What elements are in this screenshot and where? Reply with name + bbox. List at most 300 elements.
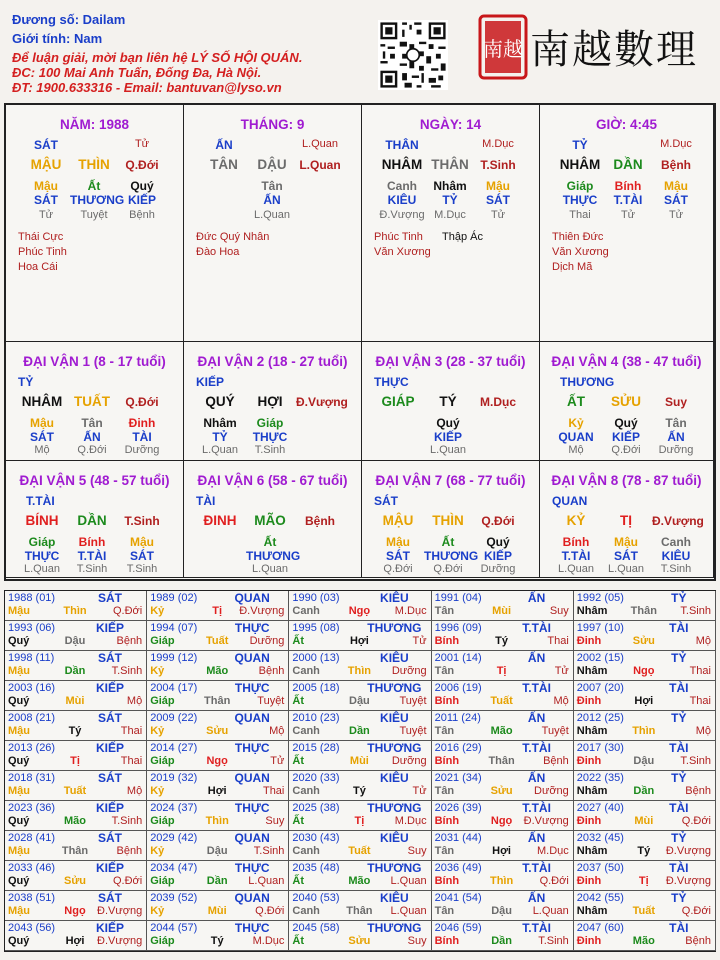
year-truong-sinh: Tuyệt bbox=[399, 695, 427, 707]
year-cell bbox=[289, 891, 431, 921]
year-chi: Sửu bbox=[632, 635, 655, 647]
pillar-thapthan-note: M.Dục bbox=[660, 138, 692, 150]
year-label: 2019 (32) bbox=[150, 772, 198, 784]
year-label: 1992 (05) bbox=[576, 592, 624, 604]
year-can: Ất bbox=[292, 935, 304, 947]
than-sat-star: Thiên Đức bbox=[552, 231, 604, 243]
year-label: 1994 (07) bbox=[150, 622, 198, 634]
year-cell bbox=[5, 891, 147, 921]
year-truong-sinh: L.Quan bbox=[390, 905, 427, 917]
year-cell bbox=[5, 921, 147, 951]
dai-van-can: BÍNH bbox=[25, 513, 59, 528]
year-truong-sinh: T.Sinh bbox=[111, 665, 143, 677]
year-cell bbox=[147, 591, 289, 621]
than-sat-star: Hoa Cái bbox=[18, 261, 58, 273]
seal-text: 南越 bbox=[483, 37, 523, 61]
year-can: Tân bbox=[434, 845, 455, 857]
year-label: 2024 (37) bbox=[150, 802, 198, 814]
year-thapthan: ẤN bbox=[527, 831, 546, 845]
pillar-can: TÂN bbox=[210, 157, 238, 172]
year-thapthan: TÀI bbox=[669, 621, 689, 635]
year-truong-sinh: Tuyệt bbox=[541, 725, 569, 737]
year-chi: Tị bbox=[70, 755, 80, 767]
hidden-can: Bính bbox=[78, 535, 106, 549]
year-truong-sinh: L.Quan bbox=[532, 905, 569, 917]
year-label: 2004 (17) bbox=[150, 682, 198, 694]
year-chi: Mão bbox=[632, 935, 655, 947]
year-label: 2007 (20) bbox=[576, 682, 624, 694]
year-label: 1998 (11) bbox=[8, 652, 55, 664]
year-cell bbox=[147, 621, 289, 651]
hidden-thapthan: THƯƠNG bbox=[70, 193, 125, 207]
year-thapthan: TÀI bbox=[669, 861, 689, 875]
year-label: 2000 (13) bbox=[292, 652, 340, 664]
hidden-thapthan: KIÊU bbox=[661, 549, 691, 563]
year-label: 2031 (44) bbox=[434, 832, 482, 844]
dai-van-thapthan: T.TÀI bbox=[26, 494, 55, 508]
year-label: 2001 (14) bbox=[434, 652, 482, 664]
year-thapthan: THƯƠNG bbox=[367, 681, 422, 695]
year-cell bbox=[289, 801, 431, 831]
year-truong-sinh: Tử bbox=[270, 755, 285, 767]
year-thapthan: TÀI bbox=[669, 681, 689, 695]
hidden-can: Tân bbox=[665, 416, 687, 430]
year-cell bbox=[574, 921, 716, 951]
hidden-truong-sinh: Dưỡng bbox=[124, 444, 160, 456]
hidden-thapthan: THƯƠNG bbox=[424, 549, 479, 563]
year-thapthan: SÁT bbox=[98, 831, 122, 845]
qr-code-icon bbox=[378, 20, 448, 90]
year-thapthan: ẤN bbox=[527, 591, 546, 605]
year-thapthan: QUAN bbox=[234, 831, 270, 845]
year-cell bbox=[432, 801, 574, 831]
year-chi: Dần bbox=[633, 785, 655, 797]
hidden-truong-sinh: Q.Đới bbox=[611, 444, 641, 456]
owner-value: Dailam bbox=[82, 12, 126, 27]
year-chi: Ngọ bbox=[348, 605, 371, 617]
year-label: 2041 (54) bbox=[434, 892, 482, 904]
year-thapthan: ẤN bbox=[527, 891, 546, 905]
year-thapthan: KIẾP bbox=[95, 801, 124, 815]
hidden-truong-sinh: T.Sinh bbox=[660, 563, 692, 575]
year-chi: Dần bbox=[206, 875, 228, 887]
dai-van-title: ĐẠI VẬN 1 (8 - 17 tuổi) bbox=[23, 354, 166, 369]
year-can: Canh bbox=[292, 665, 320, 677]
dai-van-title: ĐẠI VẬN 3 (28 - 37 tuổi) bbox=[375, 354, 526, 369]
dai-van-cell bbox=[362, 461, 540, 578]
than-sat-star: Thập Ác bbox=[442, 231, 483, 243]
hidden-can: Giáp bbox=[28, 535, 56, 549]
year-label: 1989 (02) bbox=[150, 592, 198, 604]
year-chi: Thân bbox=[630, 605, 657, 617]
year-label: 2002 (15) bbox=[576, 652, 624, 664]
year-truong-sinh: Đ.Vượng bbox=[97, 905, 143, 917]
than-sat-star: Đức Quý Nhân bbox=[196, 231, 270, 243]
hidden-thapthan: THỰC bbox=[562, 193, 598, 207]
year-label: 2011 (24) bbox=[434, 712, 481, 724]
year-truong-sinh: L.Quan bbox=[390, 875, 427, 887]
year-thapthan: QUAN bbox=[234, 591, 270, 605]
dai-van-chi: TỊ bbox=[620, 513, 632, 528]
hidden-can: Mậu bbox=[30, 416, 54, 430]
year-chi: Sửu bbox=[348, 935, 371, 947]
dai-van-truong-sinh: Đ.Vượng bbox=[652, 514, 704, 528]
pillar-chi: DẦN bbox=[613, 157, 643, 172]
hidden-thapthan: T.TÀI bbox=[613, 193, 643, 207]
dai-van-chi: HỢI bbox=[257, 394, 283, 409]
year-cell bbox=[289, 681, 431, 711]
year-truong-sinh: Tuyệt bbox=[399, 725, 427, 737]
year-truong-sinh: M.Dục bbox=[537, 845, 569, 857]
dai-van-truong-sinh: Q.Đới bbox=[481, 514, 515, 528]
year-thapthan: QUAN bbox=[234, 651, 270, 665]
hidden-thapthan: ẤN bbox=[83, 430, 101, 444]
year-cell bbox=[574, 801, 716, 831]
year-can: Đinh bbox=[576, 875, 602, 887]
year-cell bbox=[147, 771, 289, 801]
year-label: 2033 (46) bbox=[8, 862, 56, 874]
year-can: Quý bbox=[8, 755, 30, 767]
hidden-truong-sinh: Dưỡng bbox=[480, 563, 516, 575]
dai-van-title: ĐẠI VẬN 4 (38 - 47 tuổi) bbox=[551, 354, 702, 369]
year-label: 2042 (55) bbox=[576, 892, 624, 904]
dai-van-cell bbox=[540, 461, 714, 578]
hidden-can: Ất bbox=[441, 535, 455, 549]
dai-van-title: ĐẠI VẬN 2 (18 - 27 tuổi) bbox=[197, 354, 348, 369]
pillar-can: NHÂM bbox=[381, 157, 423, 172]
hidden-truong-sinh: Đ.Vượng bbox=[379, 209, 425, 221]
dai-van-chi: SỬU bbox=[611, 394, 641, 409]
year-cell bbox=[574, 891, 716, 921]
hidden-can: Quý bbox=[436, 416, 460, 430]
year-label: 2013 (26) bbox=[8, 742, 56, 754]
hidden-can: Tân bbox=[261, 179, 283, 193]
hidden-can: Tân bbox=[81, 416, 103, 430]
hidden-truong-sinh: L.Quan bbox=[253, 209, 291, 221]
year-truong-sinh: Bệnh bbox=[685, 935, 711, 947]
pillar-can: NHÂM bbox=[559, 157, 601, 172]
year-thapthan: QUAN bbox=[234, 711, 270, 725]
year-truong-sinh: Suy bbox=[407, 935, 427, 947]
pillar-cell bbox=[362, 105, 540, 342]
dai-van-can: QUÝ bbox=[205, 394, 235, 409]
year-chi: Ngọ bbox=[633, 665, 655, 677]
year-truong-sinh: T.Sinh bbox=[538, 935, 569, 947]
year-cell bbox=[574, 591, 716, 621]
year-label: 1991 (04) bbox=[434, 592, 482, 604]
year-thapthan: KIÊU bbox=[380, 891, 409, 905]
year-cell bbox=[432, 651, 574, 681]
hidden-truong-sinh: L.Quan bbox=[429, 444, 467, 456]
year-truong-sinh: Dưỡng bbox=[534, 785, 569, 797]
hidden-thapthan: KIẾP bbox=[611, 430, 640, 444]
year-truong-sinh: Dưỡng bbox=[249, 635, 285, 647]
pillar-truong-sinh: T.Sinh bbox=[480, 158, 516, 172]
dai-van-thapthan: TÀI bbox=[196, 494, 216, 508]
hidden-can: Đinh bbox=[128, 416, 156, 430]
year-chi: Sửu bbox=[490, 785, 513, 797]
dai-van-can: GIÁP bbox=[381, 394, 415, 409]
pillar-title: NĂM: 1988 bbox=[59, 117, 130, 132]
year-thapthan: THỰC bbox=[234, 861, 270, 875]
year-cell bbox=[574, 771, 716, 801]
year-cell bbox=[432, 591, 574, 621]
year-can: Nhâm bbox=[576, 785, 608, 797]
year-truong-sinh: T.Sinh bbox=[680, 755, 711, 767]
year-truong-sinh: Suy bbox=[407, 845, 427, 857]
hidden-thapthan: SÁT bbox=[30, 430, 54, 444]
hidden-truong-sinh: Q.Đới bbox=[383, 563, 413, 575]
dai-van-cell bbox=[6, 342, 184, 461]
year-label: 2022 (35) bbox=[576, 772, 624, 784]
year-truong-sinh: Q.Đới bbox=[539, 875, 569, 887]
year-cell bbox=[289, 771, 431, 801]
year-can: Bính bbox=[434, 815, 460, 827]
year-thapthan: KIẾP bbox=[95, 621, 124, 635]
year-thapthan: QUAN bbox=[234, 771, 270, 785]
year-cell bbox=[5, 621, 147, 651]
year-can: Canh bbox=[292, 845, 320, 857]
year-cell bbox=[574, 741, 716, 771]
year-chi: Tuất bbox=[490, 695, 513, 707]
year-truong-sinh: Q.Đới bbox=[112, 875, 143, 887]
year-cell bbox=[432, 741, 574, 771]
year-chi: Tị bbox=[638, 875, 649, 887]
year-chi: Thìn bbox=[489, 875, 514, 887]
year-label: 2009 (22) bbox=[150, 712, 198, 724]
year-truong-sinh: M.Dục bbox=[394, 815, 427, 827]
year-chi: Sửu bbox=[63, 875, 87, 887]
dai-van-can: NHÂM bbox=[21, 394, 63, 409]
pillar-title: THÁNG: 9 bbox=[240, 117, 305, 132]
dai-van-truong-sinh: Đ.Vượng bbox=[296, 395, 348, 409]
year-can: Kỷ bbox=[150, 785, 165, 797]
year-truong-sinh: Thai bbox=[120, 725, 143, 737]
year-cell bbox=[147, 921, 289, 951]
year-label: 2032 (45) bbox=[576, 832, 624, 844]
year-thapthan: THỰC bbox=[234, 921, 270, 935]
dai-van-thapthan: KIẾP bbox=[196, 375, 225, 389]
year-cell bbox=[574, 831, 716, 861]
year-truong-sinh: Bệnh bbox=[543, 755, 569, 767]
year-can: Canh bbox=[292, 725, 320, 737]
dai-van-thapthan: THƯƠNG bbox=[560, 375, 615, 389]
year-truong-sinh: Đ.Vượng bbox=[665, 845, 711, 857]
year-label: 2012 (25) bbox=[576, 712, 624, 724]
dai-van-can: ẤT bbox=[567, 394, 585, 409]
year-can: Kỷ bbox=[150, 905, 165, 917]
year-truong-sinh: Đ.Vượng bbox=[239, 605, 285, 617]
hidden-can: Giáp bbox=[256, 416, 284, 430]
year-label: 2015 (28) bbox=[292, 742, 340, 754]
year-thapthan: KIẾP bbox=[95, 681, 124, 695]
year-truong-sinh: Q.Đới bbox=[255, 905, 285, 917]
year-truong-sinh: Dưỡng bbox=[391, 755, 427, 767]
year-chi: Thân bbox=[488, 755, 515, 767]
hidden-thapthan: THƯƠNG bbox=[246, 549, 301, 563]
hidden-can: Canh bbox=[387, 179, 417, 193]
hidden-truong-sinh: T.Sinh bbox=[76, 563, 108, 575]
year-truong-sinh: Mộ bbox=[695, 725, 711, 737]
year-label: 2023 (36) bbox=[8, 802, 56, 814]
year-can: Tân bbox=[434, 785, 455, 797]
dai-van-chi: DẦN bbox=[77, 513, 107, 528]
year-label: 2020 (33) bbox=[292, 772, 340, 784]
pillar-cell bbox=[540, 105, 714, 342]
year-chi: Mão bbox=[490, 725, 513, 737]
year-label: 1990 (03) bbox=[292, 592, 340, 604]
hidden-thapthan: KIẾP bbox=[483, 549, 512, 563]
dai-van-thapthan: TỶ bbox=[18, 375, 34, 389]
dai-van-thapthan: SÁT bbox=[374, 494, 398, 508]
hidden-thapthan: TỶ bbox=[212, 430, 228, 444]
hidden-truong-sinh: Tuyệt bbox=[80, 209, 108, 221]
year-label: 2035 (48) bbox=[292, 862, 340, 874]
year-label: 2036 (49) bbox=[434, 862, 482, 874]
year-can: Mậu bbox=[8, 665, 30, 677]
hidden-truong-sinh: Q.Đới bbox=[433, 563, 463, 575]
year-chi: Tị bbox=[212, 605, 223, 617]
year-truong-sinh: Đ.Vượng bbox=[97, 935, 143, 947]
owner-line bbox=[12, 12, 125, 27]
year-thapthan: KIÊU bbox=[380, 591, 409, 605]
hidden-thapthan: ẤN bbox=[263, 193, 281, 207]
bazi-chart-grid bbox=[4, 103, 716, 581]
year-chi: Tị bbox=[496, 665, 507, 677]
hidden-can: Giáp bbox=[566, 179, 594, 193]
dai-van-title: ĐẠI VẬN 8 (78 - 87 tuổi) bbox=[551, 473, 702, 488]
year-label: 2047 (60) bbox=[576, 922, 624, 934]
hidden-thapthan: THỰC bbox=[24, 549, 60, 563]
year-chi: Hợi bbox=[349, 635, 369, 647]
year-chi: Hợi bbox=[492, 845, 511, 857]
year-thapthan: SÁT bbox=[98, 651, 122, 665]
year-thapthan: TỶ bbox=[671, 831, 687, 845]
year-truong-sinh: Suy bbox=[549, 605, 569, 617]
year-truong-sinh: T.Sinh bbox=[680, 605, 711, 617]
year-truong-sinh: Tử bbox=[412, 635, 427, 647]
year-can: Quý bbox=[8, 695, 30, 707]
dai-van-thapthan: QUAN bbox=[552, 494, 588, 508]
year-truong-sinh: Dưỡng bbox=[391, 665, 427, 677]
hidden-can: Nhâm bbox=[203, 416, 237, 430]
year-thapthan: TÀI bbox=[669, 801, 689, 815]
hidden-truong-sinh: L.Quan bbox=[201, 444, 239, 456]
year-chi: Sửu bbox=[206, 725, 229, 737]
year-thapthan: THƯƠNG bbox=[367, 741, 422, 755]
year-can: Giáp bbox=[150, 635, 175, 647]
year-can: Đinh bbox=[576, 815, 602, 827]
year-thapthan: KIẾP bbox=[95, 861, 124, 875]
year-can: Đinh bbox=[576, 695, 602, 707]
year-thapthan: SÁT bbox=[98, 891, 122, 905]
hidden-truong-sinh: Thai bbox=[569, 209, 591, 221]
pillar-truong-sinh: Bệnh bbox=[661, 158, 691, 172]
year-thapthan: ẤN bbox=[527, 771, 546, 785]
owner-label: Đương số: bbox=[12, 12, 83, 27]
year-can: Tân bbox=[434, 725, 455, 737]
hidden-thapthan: KIẾP bbox=[433, 430, 462, 444]
year-label: 1996 (09) bbox=[434, 622, 482, 634]
pillar-chi: DẬU bbox=[257, 157, 287, 172]
year-cell bbox=[5, 681, 147, 711]
year-chi: Ngọ bbox=[490, 815, 513, 827]
year-chi: Tuất bbox=[348, 845, 371, 857]
pillar-cell bbox=[184, 105, 362, 342]
year-label: 1995 (08) bbox=[292, 622, 340, 634]
year-thapthan: ẤN bbox=[527, 651, 546, 665]
year-cell bbox=[289, 651, 431, 681]
year-cell bbox=[147, 741, 289, 771]
hidden-truong-sinh: L.Quan bbox=[557, 563, 595, 575]
year-chi: Hợi bbox=[207, 785, 227, 797]
dai-van-cell bbox=[540, 342, 714, 461]
than-sat-star: Văn Xương bbox=[552, 246, 609, 258]
hidden-truong-sinh: T.Sinh bbox=[126, 563, 158, 575]
dai-van-title: ĐẠI VẬN 5 (48 - 57 tuổi) bbox=[19, 473, 170, 488]
year-cell bbox=[574, 651, 716, 681]
year-chi: Dậu bbox=[491, 905, 512, 917]
year-can: Bính bbox=[434, 755, 460, 767]
hidden-thapthan: SÁT bbox=[386, 549, 410, 563]
dai-van-truong-sinh: Suy bbox=[664, 395, 687, 409]
year-thapthan: KIÊU bbox=[380, 831, 409, 845]
year-chi: Tý bbox=[68, 725, 82, 737]
year-thapthan: TỶ bbox=[671, 711, 687, 725]
year-label: 2043 (56) bbox=[8, 922, 56, 934]
header bbox=[0, 0, 720, 100]
gender-line bbox=[12, 31, 102, 46]
logo-text: 南越數理 bbox=[530, 27, 698, 73]
pillar-thapthan-note: M.Dục bbox=[482, 138, 514, 150]
year-chi: Mão bbox=[348, 875, 371, 887]
hidden-thapthan: TỶ bbox=[442, 193, 458, 207]
dai-van-cell bbox=[184, 461, 362, 578]
year-can: Giáp bbox=[150, 695, 175, 707]
year-thapthan: TỶ bbox=[671, 651, 687, 665]
year-can: Quý bbox=[8, 815, 30, 827]
pillar-truong-sinh: L.Quan bbox=[299, 158, 341, 172]
dai-van-chi: TUẤT bbox=[74, 394, 110, 409]
year-label: 2037 (50) bbox=[576, 862, 624, 874]
year-chi: Dần bbox=[491, 935, 512, 947]
year-can: Kỷ bbox=[150, 605, 165, 617]
hidden-can: Ất bbox=[263, 535, 277, 549]
hidden-thapthan: THỰC bbox=[252, 430, 288, 444]
year-cell bbox=[147, 891, 289, 921]
pillar-cell bbox=[6, 105, 184, 342]
pillar-thapthan-can: THÂN bbox=[385, 138, 419, 152]
pillar-title: NGÀY: 14 bbox=[419, 117, 482, 132]
year-label: 2029 (42) bbox=[150, 832, 198, 844]
year-chi: Tý bbox=[352, 785, 366, 797]
hidden-truong-sinh: L.Quan bbox=[23, 563, 61, 575]
year-cell bbox=[574, 861, 716, 891]
year-cell bbox=[147, 801, 289, 831]
year-chi: Mùi bbox=[207, 905, 227, 917]
dai-van-truong-sinh: Q.Đới bbox=[125, 395, 159, 409]
year-can: Ất bbox=[292, 695, 304, 707]
hidden-truong-sinh: L.Quan bbox=[251, 563, 289, 575]
dai-van-title: ĐẠI VẬN 7 (68 - 77 tuổi) bbox=[375, 473, 526, 488]
year-can: Mậu bbox=[8, 785, 30, 797]
year-can: Tân bbox=[434, 905, 455, 917]
hidden-thapthan: TÀI bbox=[132, 430, 152, 444]
year-chi: Dậu bbox=[64, 635, 86, 647]
hidden-truong-sinh: Mộ bbox=[34, 444, 50, 456]
year-cell bbox=[147, 861, 289, 891]
year-chi: Mùi bbox=[349, 755, 369, 767]
